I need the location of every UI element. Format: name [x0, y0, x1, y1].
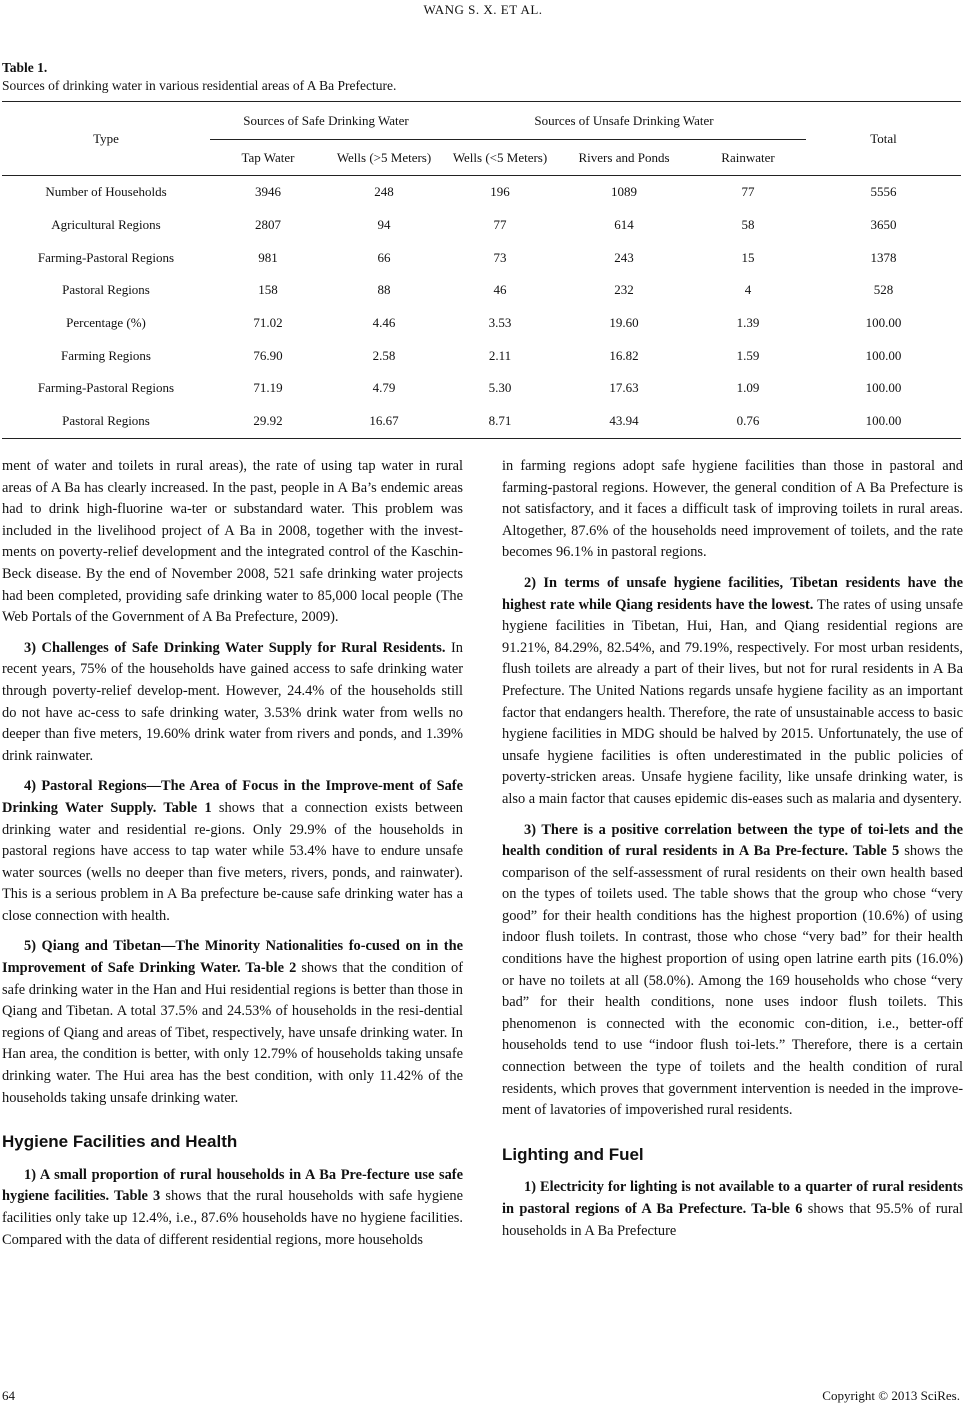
paragraph-lead: 3) Challenges of Safe Drinking Water Supply for Rural Residents.: [24, 639, 446, 656]
table-cell: 46: [493, 282, 507, 298]
table-cell: 5.30: [488, 380, 512, 396]
paragraph: [502, 573, 963, 811]
paragraph: in farming regions adopt safe hygiene facilities than those in pastoral and farming-pastoral regions. However, the general condition of A Ba Prefecture is not satisfactory, and it faces a difficult task of improving toilets in rural areas. Altogether, 87.6% of the households need improvement of toilets, and the rate becomes 96.1% in pastoral regions.: [502, 458, 963, 561]
table-caption: Sources of drinking water in various residential areas of A Ba Prefecture.: [2, 78, 397, 93]
table-cell: 5556: [870, 184, 897, 200]
header-safe-group: Sources of Safe Drinking Water: [210, 102, 442, 140]
table-cell: 43.94: [558, 405, 690, 438]
table-row: [2, 405, 961, 438]
table-cell: 58: [741, 217, 755, 233]
table-cell: 1.39: [736, 315, 760, 331]
section-heading: Lighting and Fuel: [502, 1144, 644, 1164]
table-cell: 100.00: [865, 380, 902, 396]
header-rainwater: Rainwater: [690, 140, 806, 176]
table-cell: 94: [377, 217, 391, 233]
table-cell: 1089: [611, 184, 637, 200]
paragraph: [502, 820, 963, 1122]
table-cell: 3946: [255, 184, 281, 200]
section-heading: Hygiene Facilities and Health: [2, 1132, 238, 1152]
table-cell: 243: [614, 249, 634, 265]
table-cell: 4: [744, 282, 752, 298]
table-cell: 1.59: [736, 347, 760, 363]
table-cell: 71.02: [253, 315, 283, 331]
table-cell: 100.00: [806, 405, 961, 438]
row-label: Farming-Pastoral Regions: [37, 380, 175, 396]
table-cell: 2807: [255, 217, 281, 233]
copyright-notice: Copyright © 2013 SciRes.: [822, 1388, 960, 1403]
right-column: [502, 456, 963, 1251]
row-label: Pastoral Regions: [2, 405, 210, 438]
drinking-water-table: [2, 101, 961, 439]
table-title: Table 1.: [2, 60, 48, 75]
paragraph-body: In recent years, 75% of the households have gained access to safe drinking water through poverty-relief develop-ment. However, 24.4% of the households still do not have ac-cess to safe drinking water, 3.53% drink water from wells no deeper than five meters, 19.60% drink water from rivers and ponds, and 1.39% drink rainwater.: [2, 639, 463, 764]
row-label: Pastoral Regions: [62, 282, 150, 298]
table-cell: 15: [741, 249, 755, 265]
table-cell: 2.11: [488, 347, 512, 363]
row-label: Farming Regions: [61, 347, 151, 363]
table-cell: 1.09: [736, 380, 760, 396]
table-cell: 3650: [870, 217, 897, 233]
paragraph: [2, 936, 463, 1109]
header-tap-water: Tap Water: [210, 140, 326, 176]
table-reference: Table 1: [156, 799, 212, 816]
running-head: WANG S. X. ET AL.: [423, 2, 543, 17]
paragraph-body: The rates of using unsafe hygiene facilities in Tibetan, Hui, Han, and Qiang residential regions are 91.21%, 84.29%, 82.54%, and 79.19%, respectively. For most urban residents, flush toilets are already a part of their lives, but not for rural residents in A Ba Prefecture. The United Nations regards unsafe hygiene facility as an important factor that endangers health. Therefore, the rate of unsustainable access to basic hygiene facilities in MDG should be halved by 2015. Unfortunately, the use of unsafe hygiene facilities is often underestimated in the public policies of poverty-stricken areas. Unsafe hygiene facility, like unsafe drinking water, is also a main factor that causes epidemic dis-eases such as malaria and dysentery.: [502, 596, 964, 807]
table-cell: 66: [377, 249, 391, 265]
header-wells-deep: Wells (>5 Meters): [326, 140, 442, 176]
paragraph-lead: 3) There is a positive correlation between the type of toi-lets and the health condition of rural residents in A Ba Pre-fecture. Table 5: [502, 821, 963, 860]
table-cell: 232: [614, 282, 634, 298]
table-cell: 248: [374, 184, 394, 200]
header-rivers-ponds: Rivers and Ponds: [558, 140, 690, 176]
row-label: Percentage (%): [66, 315, 146, 331]
table-cell: 16.82: [609, 347, 639, 363]
table-cell: 73: [493, 249, 507, 265]
paragraph-lead: 2) In terms of unsafe hygiene facilities, Tibetan residents have the highest rate while Qiang residents have the lowest.: [502, 574, 963, 613]
table-cell: 528: [873, 282, 894, 298]
paragraph-lead: 1) A small proportion of rural households in A Ba Pre-fecture use safe hygiene facilities. Table 3: [2, 1166, 463, 1205]
table-cell: 77: [741, 184, 755, 200]
table-cell: 100.00: [865, 315, 902, 331]
paragraph-lead: 1) Electricity for lighting is not available to a quarter of rural residents in pastoral regions of A Ba Prefecture. Ta-ble 6: [502, 1179, 963, 1217]
table-cell: 88: [377, 282, 391, 298]
table-cell: 100.00: [865, 347, 902, 363]
paragraph-body: shows that the rural households with safe hygiene facilities only take up 12.4%, i.e., 87.6% households have no hygiene facilities. Compared with the data of different residential regions, more households: [2, 1188, 463, 1248]
header-total: Total: [806, 102, 961, 176]
table-cell: 17.63: [609, 380, 639, 396]
table-cell: 158: [258, 282, 278, 298]
table-row: [2, 209, 961, 242]
table-cell: 981: [258, 249, 278, 265]
row-label: Farming-Pastoral Regions: [37, 249, 175, 265]
paragraph: [2, 1165, 463, 1251]
table-cell: 4.46: [372, 315, 396, 331]
paragraph-body: shows that 95.5% of rural households in A Ba Prefecture: [502, 1201, 964, 1239]
paragraph: [2, 776, 463, 927]
table-row: [2, 176, 961, 209]
page-number: 64: [2, 1388, 15, 1403]
paragraph-body: shows the comparison of the self-assessment of rural residents on their own health based on the types of toilets used. The table shows that the group who chose “very good” for their health conditions has the highest proportion (10.6%) of using indoor flush toilets. In contrast, those who chose “very bad” for their health conditions have the highest proportion of using open latrine earth pits (16.0%) or have no toilets at all (58.0%). Among the 169 households who chose “very bad” for their health conditions, none uses indoor flush toilets. This phenomenon is connected with the economic con-dition, i.e., better-off households tend to use “indoor flush toi-lets.” Therefore, there is a certain connection between the type of toilets and the health condition of rural residents, which proves that government intervention is needed in the improve-ment of lavatories of impoverished rural residents.: [502, 843, 963, 1119]
paragraph-body: shows that a connection exists between drinking water and residential re-gions. Only 29.9% of the households in pastoral regions have access to tap water while 53.4% have to endure unsafe water sources (wells no deeper than five meters, rivers, ponds, and rainwater). This is a serious problem in A Ba prefecture be-cause safe drinking water has a close connection with health.: [2, 799, 463, 924]
table-cell: 29.92: [210, 405, 326, 438]
table-cell: 1378: [870, 249, 897, 265]
table-row: [2, 274, 961, 307]
table-cell: 76.90: [253, 347, 283, 363]
table-row: [2, 241, 961, 274]
table-cell: 4.79: [372, 380, 396, 396]
paragraph: [502, 1177, 963, 1242]
header-unsafe-group: Sources of Unsafe Drinking Water: [442, 102, 806, 140]
left-column: [2, 456, 463, 1260]
paragraph: [2, 638, 463, 768]
paragraph-body: shows that the condition of safe drinking water in the Han and Hui residential regions is better than those in Qiang and Tibetan. A total 37.5% and 24.53% of households in the resi-dential regions of Qiang and areas of Tibet, respectively, have unsafe drinking water. In Han area, the condition is better, with only 12.79% of households taking unsafe drinking water. The Hui area has the best condition, with only 11.42% of the households taking unsafe drinking water.: [2, 960, 463, 1106]
table-cell: 19.60: [609, 315, 639, 331]
table-cell: 16.67: [326, 405, 442, 438]
header-wells-shallow: Wells (<5 Meters): [442, 140, 558, 176]
table-cell: 71.19: [253, 380, 283, 396]
paragraph-lead: 5) Qiang and Tibetan—The Minority Nationalities fo-cused on in the Improvement of Safe Drinking Water. Ta-ble 2: [2, 938, 463, 977]
table-cell: 8.71: [442, 405, 558, 438]
table-row: [2, 372, 961, 405]
paragraph: ment of water and toilets in rural areas), the rate of using tap water in rural areas of A Ba has clearly increased. In the past, people in A Ba’s endemic areas had to drink high-fluorine wa-ter or substandard water. This problem was included in the livelihood project of A Ba in 2008, together with the invest-ments on poverty-relief development and the integrated control of the Kaschin-Beck disease. By the end of November 2008, 521 safe drinking water projects had been completed, providing safe drinking water to 85,000 local people (The Web Portals of the Government of A Ba Prefecture, 2009).: [2, 458, 463, 626]
paragraph-lead: 4) Pastoral Regions—The Area of Focus in the Improve-ment of Safe Drinking Water Supply.: [2, 778, 463, 816]
table-row: [2, 307, 961, 340]
header-type: Type: [2, 102, 210, 176]
table-cell: 3.53: [488, 315, 512, 331]
table-row: [2, 339, 961, 372]
table-cell: 77: [493, 217, 507, 233]
row-label: Agricultural Regions: [51, 217, 161, 233]
row-label: Number of Households: [45, 184, 167, 200]
table-cell: 2.58: [372, 347, 396, 363]
table-cell: 196: [490, 184, 510, 200]
table-cell: 0.76: [690, 405, 806, 438]
table-cell: 614: [614, 217, 634, 233]
